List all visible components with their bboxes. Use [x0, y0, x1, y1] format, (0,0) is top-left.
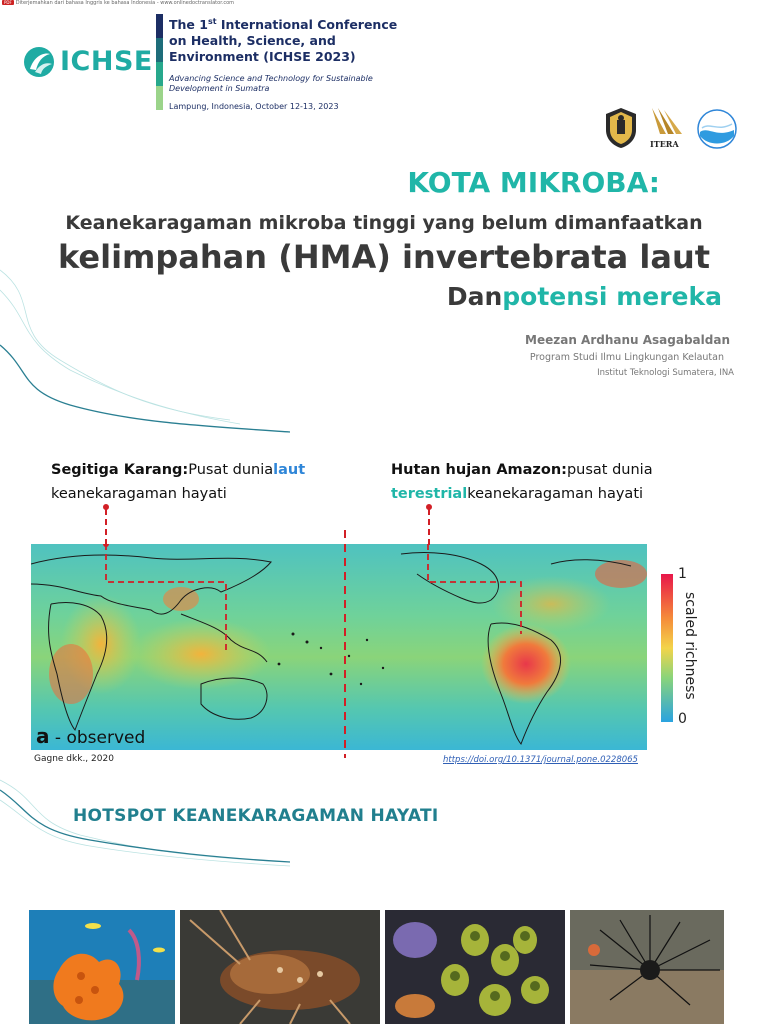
richness-world-map	[31, 544, 647, 750]
dashed-divider-line	[343, 530, 347, 758]
section-title: HOTSPOT KEANEKARAGAMAN HAYATI	[73, 806, 439, 826]
doi-link[interactable]: https://doi.org/10.1371/journal.pone.0228065	[443, 755, 638, 765]
coral-triangle-callout: Segitiga Karang:Pusat dunialaut keanekaragaman hayati	[51, 462, 306, 502]
author-affiliation-program: Program Studi Ilmu Lingkungan Kelautan	[529, 352, 724, 363]
colorbar-max-label: 1	[678, 566, 687, 582]
photo-spiny-lobster	[180, 910, 380, 1024]
author-affiliation-institute: Institut Teknologi Sumatera, INA	[597, 368, 734, 378]
conference-tagline: Advancing Science and Technology for Sustainable Development in Sumatra	[169, 74, 373, 93]
photo-orange-sponge	[29, 910, 175, 1024]
institution-logo-icon	[696, 108, 738, 150]
photo-tunicates	[385, 910, 565, 1024]
conference-color-bar	[156, 14, 163, 110]
university-crest-icon	[602, 106, 640, 150]
subtitle-line-1: Keanekaragaman mikroba tinggi yang belum dimanfaatkan	[65, 212, 703, 234]
amazon-callout-pointer	[424, 503, 434, 549]
colorbar-min-label: 0	[678, 711, 687, 727]
photo-sea-urchin	[570, 910, 724, 1024]
pdf-icon: PDF	[4, 0, 12, 5]
coral-callout-pointer	[101, 503, 111, 549]
conference-place-date: Lampung, Indonesia, October 12-13, 2023	[169, 102, 339, 111]
colorbar-title: scaled richness	[682, 592, 698, 700]
map-credit: Gagne dkk., 2020	[34, 754, 114, 764]
map-panel-caption: a - observed	[36, 724, 146, 748]
amazon-rainforest-callout: Hutan hujan Amazon:pusat dunia terestrialkeanekaragaman hayati	[391, 462, 653, 502]
itera-logo-text: ITERA	[650, 139, 679, 149]
main-title: KOTA MIKROBA:	[407, 166, 660, 199]
subtitle-line-2: kelimpahan (HMA) invertebrata laut	[57, 238, 711, 276]
conference-title: The 1st International Conference on Health, Science, and Environment (ICHSE 2023)	[169, 17, 398, 65]
subtitle-line-3: Danpotensi mereka	[446, 282, 722, 311]
colorbar-scale	[661, 574, 673, 722]
translation-notice[interactable]: PDF Diterjemahkan dari bahasa Inggris ke bahasa Indonesia - www.onlinedoctranslator.com	[4, 0, 235, 6]
author-name: Meezan Ardhanu Asagabaldan	[525, 333, 730, 347]
ichse-logo-text: ICHSE	[60, 46, 153, 77]
